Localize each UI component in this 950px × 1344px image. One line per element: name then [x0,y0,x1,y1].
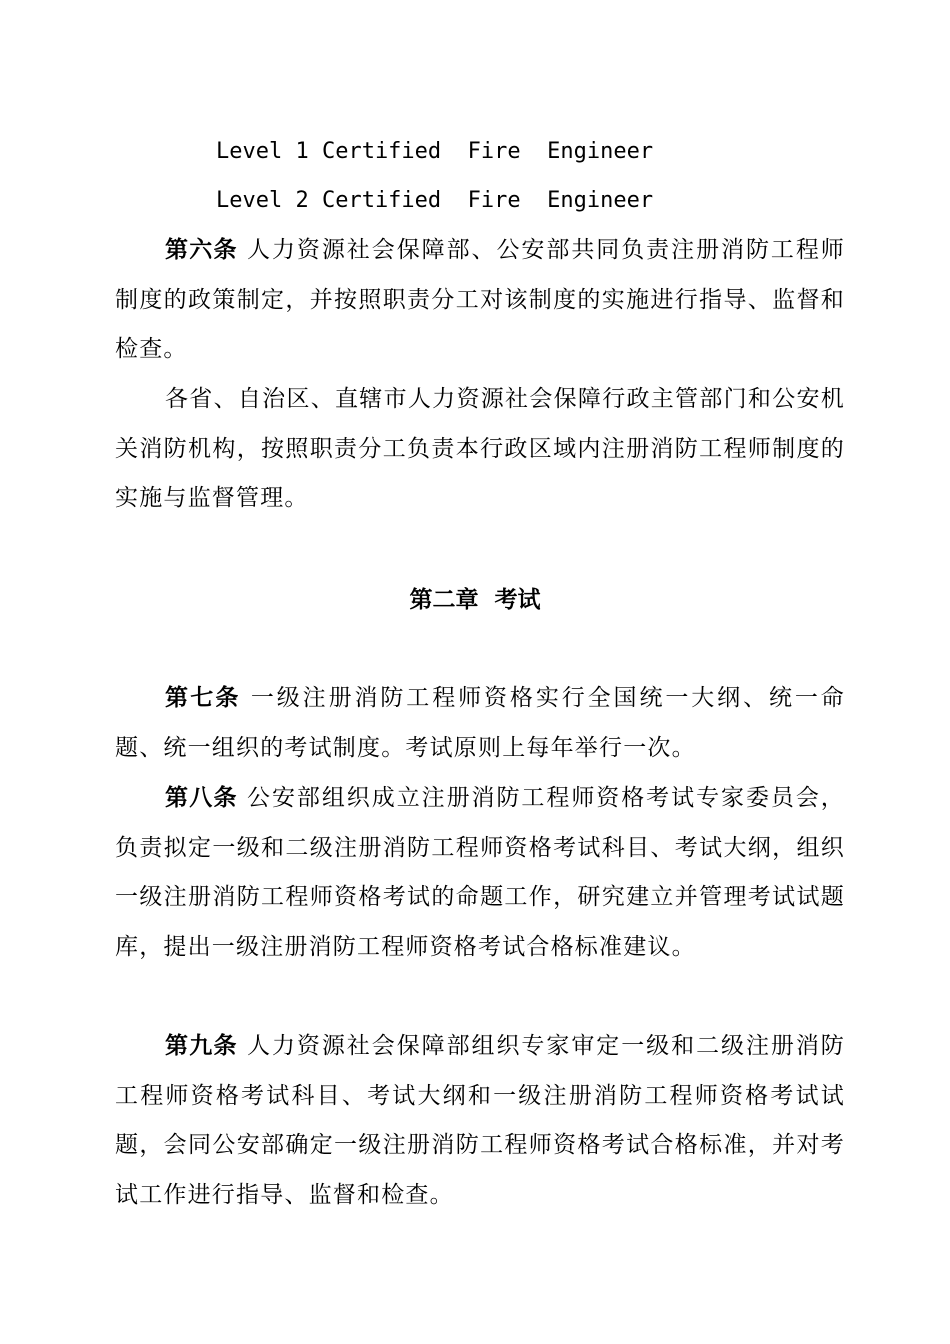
article-8-heading: 第八条 [165,785,238,811]
article-6-paragraph-1 [115,226,845,375]
article-6-heading: 第六条 [165,237,238,263]
article-7-heading: 第七条 [165,685,241,711]
level-2-title: Level 2 Certified Fire Engineer [216,188,654,213]
article-8-paragraph [115,774,845,972]
article-6-paragraph-2 [115,375,845,524]
article-6-text: 人力资源社会保障部、公安部共同负责注册消防工程师制度的政策制定，并按照职责分工对该制度的实施进行指导、监督和检查。 [115,237,845,362]
level-1-title: Level 1 Certified Fire Engineer [216,139,654,164]
article-7-text: 一级注册消防工程师资格实行全国统一大纲、统一命题、统一组织的考试制度。考试原则上每年举行一次。 [115,685,845,761]
article-9-paragraph [115,1022,845,1220]
chapter-title: 第二章 考试 [409,587,541,613]
article-9-text: 人力资源社会保障部组织专家审定一级和二级注册消防工程师资格考试科目、考试大纲和一级注册消防工程师资格考试试题，会同公安部确定一级注册消防工程师资格考试合格标准，并对考试工作进行指导、监督和检查。 [115,1033,845,1208]
article-9-heading: 第九条 [165,1033,238,1059]
article-6-text-2: 各省、自治区、直辖市人力资源社会保障行政主管部门和公安机关消防机构，按照职责分工负责本行政区域内注册消防工程师制度的实施与监督管理。 [115,386,845,511]
article-7-paragraph [115,674,845,773]
article-8-text: 公安部组织成立注册消防工程师资格考试专家委员会，负责拟定一级和二级注册消防工程师资格考试科目、考试大纲，组织一级注册消防工程师资格考试的命题工作，研究建立并管理考试试题库，提出一级注册消防工程师资格考试合格标准建议。 [115,785,845,960]
